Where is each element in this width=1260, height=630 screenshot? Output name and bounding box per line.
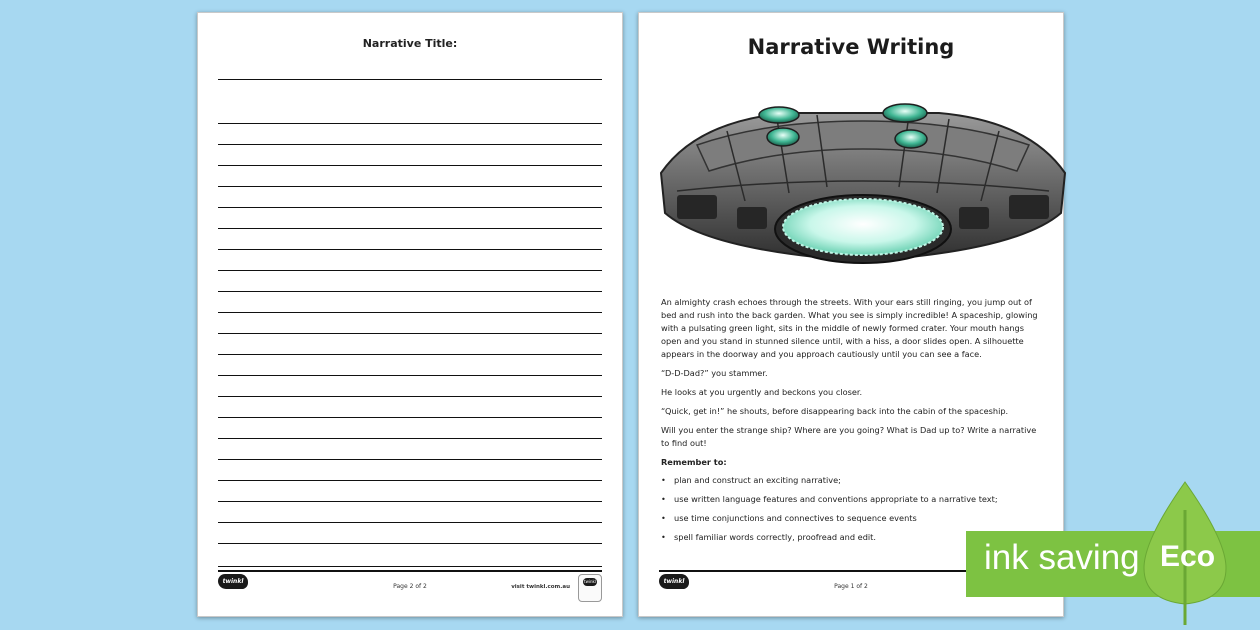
writing-line <box>218 543 602 544</box>
bullet-icon: • <box>661 513 666 523</box>
story-paragraph: “Quick, get in!” he shouts, before disappearing back into the cabin of the spaceship. <box>661 406 1009 416</box>
narrative-title-label: Narrative Title: <box>362 37 458 50</box>
list-item: • use written language features and conventions appropriate to a narrative text; <box>661 494 998 504</box>
quality-badge-icon: twinkl <box>578 574 602 602</box>
bullet-icon: • <box>661 532 666 542</box>
story-paragraph: Will you enter the strange ship? Where are you going? What is Dad up to? Write a narrative to find out! <box>661 425 1037 448</box>
writing-line <box>218 333 602 334</box>
page-number: Page 2 of 2 <box>393 583 427 590</box>
twinkl-logo: twinkl <box>659 574 689 589</box>
story-text <box>661 296 1045 550</box>
bullet-icon: • <box>661 475 666 485</box>
writing-line <box>218 459 602 460</box>
list-item: • use time conjunctions and connectives to sequence events <box>661 513 917 523</box>
writing-line <box>218 354 602 355</box>
bullet-icon: • <box>661 494 666 504</box>
writing-line <box>218 438 602 439</box>
story-paragraph: He looks at you urgently and beckons you closer. <box>661 387 863 397</box>
writing-line <box>218 291 602 292</box>
twinkl-logo: twinkl <box>218 574 248 589</box>
writing-line <box>218 375 602 376</box>
eco-label: Eco <box>1160 540 1216 573</box>
remember-heading: Remember to: <box>661 457 727 467</box>
writing-line <box>218 186 602 187</box>
worksheet-page-1 <box>638 12 1064 617</box>
page-title: Narrative Writing <box>747 35 955 59</box>
ink-saving-text: ink saving <box>984 538 1140 577</box>
writing-line <box>218 312 602 313</box>
writing-line <box>218 270 602 271</box>
writing-line <box>218 123 602 124</box>
writing-line <box>218 396 602 397</box>
writing-line <box>218 144 602 145</box>
writing-line <box>218 165 602 166</box>
writing-line <box>218 480 602 481</box>
list-item: • spell familiar words correctly, proofread and edit. <box>661 532 876 542</box>
website-url: visit twinkl.com.au <box>511 584 570 590</box>
writing-line <box>218 249 602 250</box>
footer-rule-thin <box>218 566 602 567</box>
story-paragraph: “D-D-Dad?” you stammer. <box>661 368 768 378</box>
writing-line <box>218 228 602 229</box>
footer-rule <box>218 570 602 572</box>
worksheet-page-2 <box>197 12 623 617</box>
writing-line <box>218 501 602 502</box>
page-number: Page 1 of 2 <box>834 583 868 590</box>
writing-line <box>218 207 602 208</box>
spaceship-illustration <box>657 101 1069 273</box>
list-item: • plan and construct an exciting narrative; <box>661 475 841 485</box>
writing-line <box>218 522 602 523</box>
writing-line <box>218 79 602 80</box>
story-paragraph: An almighty crash echoes through the streets. With your ears still ringing, you jump out of bed and rush into the back garden. What you see is simply incredible! A spaceship, glowing with a pulsating green light, sits in the middle of newly formed crater. Your mouth hangs open and you stand in stunned silence until, with a hiss, a door slides open. A silhouette appears in the doorway and you approach cautiously until you can see a face. <box>661 297 1038 359</box>
writing-line <box>218 417 602 418</box>
